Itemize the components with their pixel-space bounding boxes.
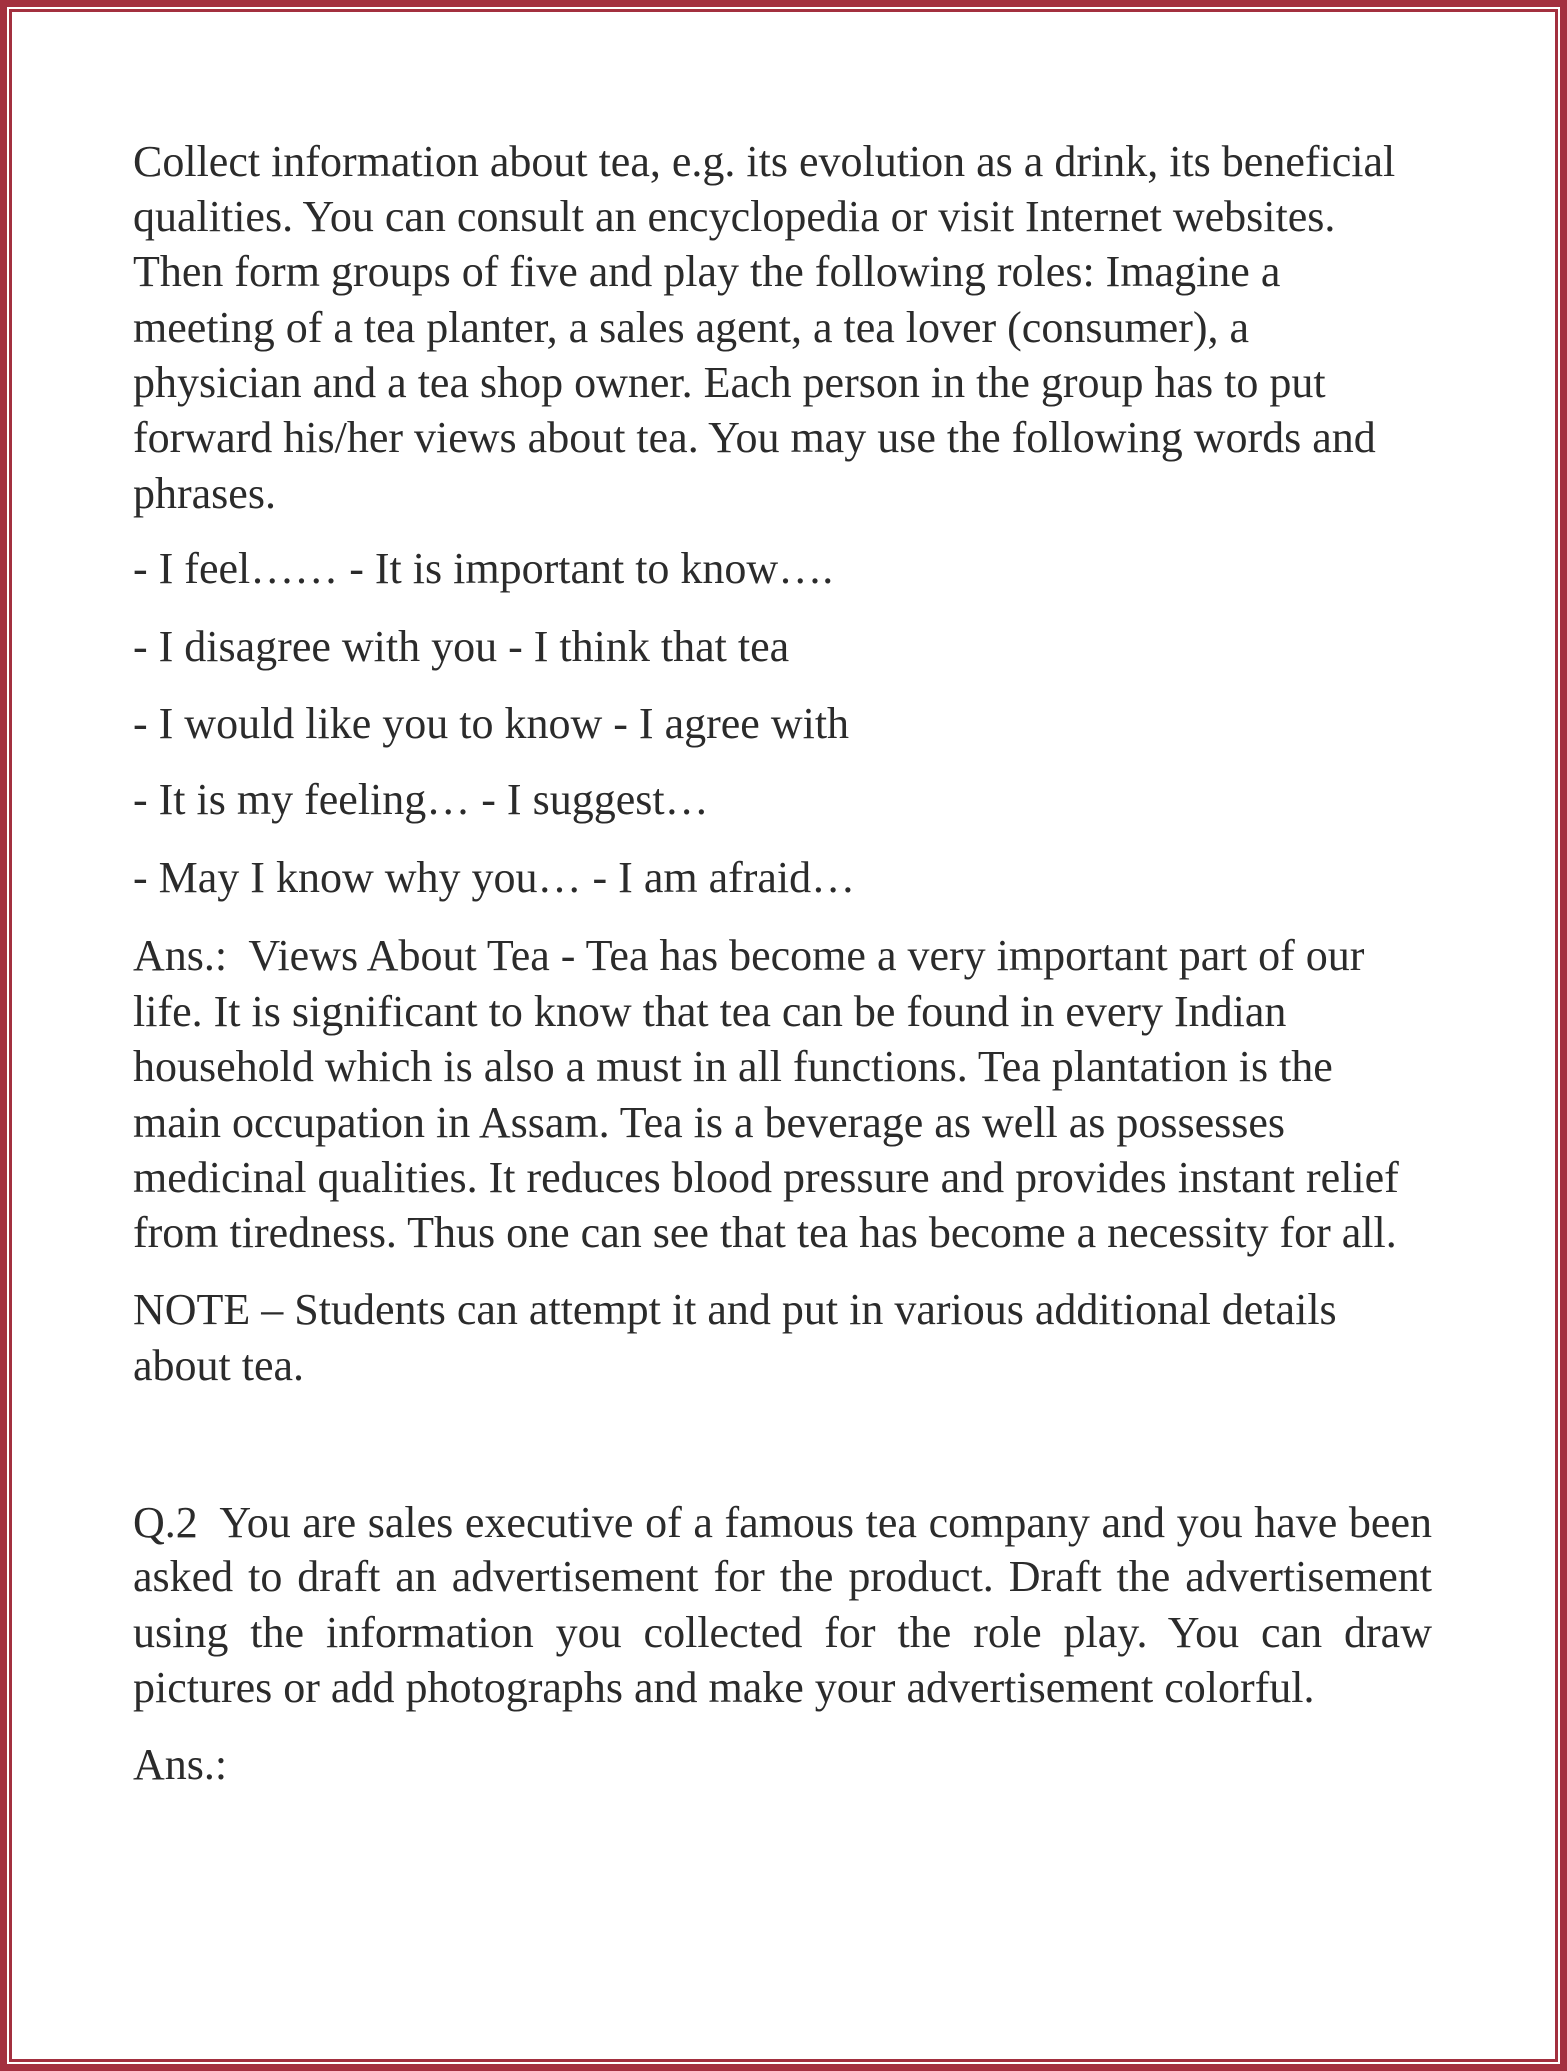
intro-line: phrases. (133, 469, 276, 518)
intro-line: Then form groups of five and play the following roles: Imagine a (133, 247, 1281, 296)
question-line: Q.2 You are sales executive of a famous tea company and you have been (133, 1498, 1432, 1547)
answer-line: household which is also a must in all functions. Tea plantation is the (133, 1042, 1333, 1091)
intro-line: physician and a tea shop owner. Each person in the group has to put (133, 358, 1326, 407)
answer-line: life. It is significant to know that tea can be found in every Indian (133, 987, 1287, 1036)
note-line: about tea. (133, 1341, 305, 1390)
intro-line: Collect information about tea, e.g. its evolution as a drink, its beneficial (133, 137, 1396, 186)
intro-line: forward his/her views about tea. You may use the following words and (133, 413, 1376, 462)
question-line: using the information you collected for the role play. You can draw (133, 1608, 1432, 1657)
phrase-item: - May I know why you… - I am afraid… (133, 853, 856, 902)
question-2-answer-label: Ans.: (133, 1740, 228, 1789)
question-line: asked to draft an advertisement for the product. Draft the advertisement (133, 1552, 1432, 1601)
phrase-item: - I feel…… - It is important to know…. (133, 544, 834, 593)
answer-line: main occupation in Assam. Tea is a beverage as well as possesses (133, 1098, 1286, 1147)
answer-line: from tiredness. Thus one can see that tea has become a necessity for all. (133, 1208, 1397, 1257)
intro-line: meeting of a tea planter, a sales agent, a tea lover (consumer), a (133, 303, 1250, 352)
answer-line: Ans.: Views About Tea - Tea has become a very important part of our (133, 931, 1365, 980)
phrase-item: - I would like you to know - I agree with (133, 699, 850, 748)
phrase-item: - I disagree with you - I think that tea (133, 622, 790, 671)
intro-line: qualities. You can consult an encyclopedia or visit Internet websites. (133, 192, 1336, 241)
note-line: NOTE – Students can attempt it and put in various additional details (133, 1285, 1337, 1334)
question-line: pictures or add photographs and make your advertisement colorful. (133, 1663, 1315, 1712)
phrase-item: - It is my feeling… - I suggest… (133, 775, 709, 824)
answer-line: medicinal qualities. It reduces blood pressure and provides instant relief (133, 1153, 1399, 1202)
